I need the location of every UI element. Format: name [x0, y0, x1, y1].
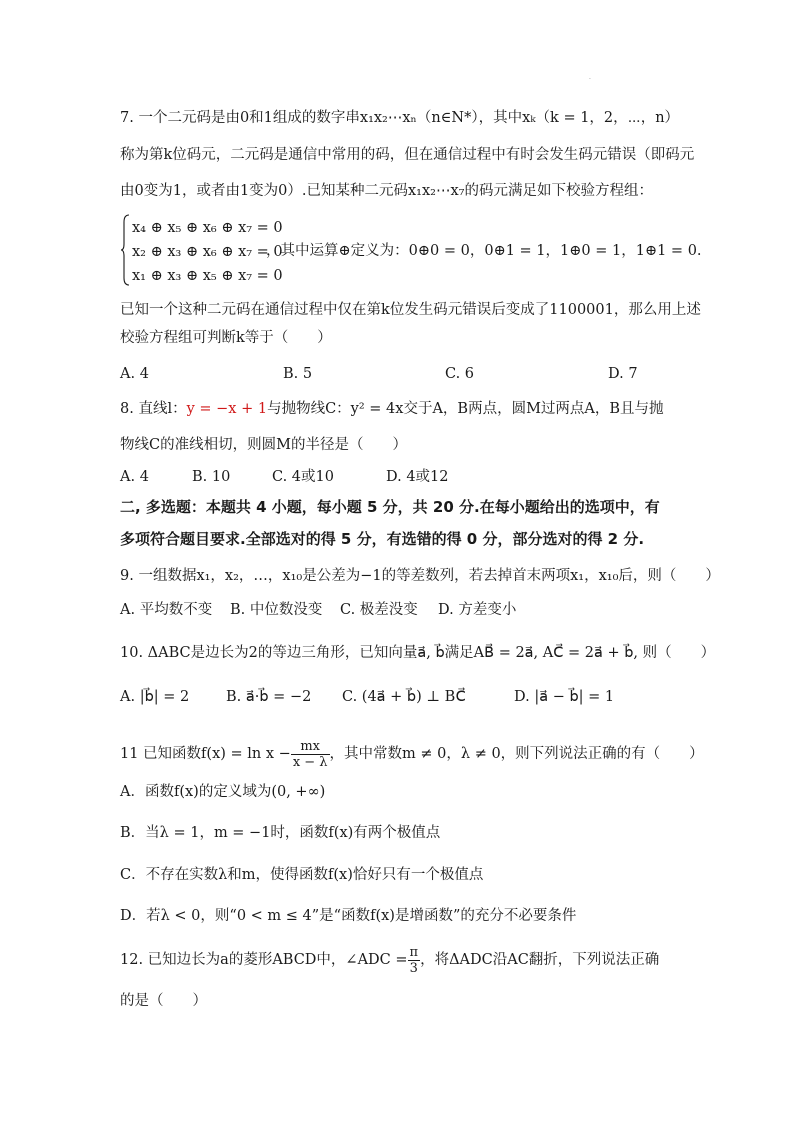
q8-line-1 [120, 399, 664, 419]
q7-option-d: D. 7 [608, 366, 638, 382]
system-brace [120, 214, 130, 286]
q8-option-d: D. 4或12 [386, 469, 449, 485]
q7-option-c: C. 6 [445, 366, 475, 382]
q8-suffix: 与抛物线C：y² = 4x交于A，B两点，圆M过两点A，B且与抛 [267, 401, 664, 417]
q10-option-a: A. |b⃗| = 2 [120, 689, 190, 705]
q9-option-b: B. 中位数没变 [230, 602, 323, 618]
q12-stem [120, 941, 659, 979]
q10-text: 10. ΔABC是边长为2的等边三角形，已知向量a⃗, b⃗满足AB⃗ = 2a⃗, AC⃗ = 2a⃗ + b⃗, 则（ ） [120, 645, 716, 661]
q8-line-2: 物线C的准线相切，则圆M的半径是（ ） [120, 437, 407, 453]
q8-line-equation: y = −x + 1 [186, 401, 268, 417]
q7-line-2: 称为第k位码元，二元码是通信中常用的码，但在通信过程中有时会发生码元错误（即码元 [120, 147, 695, 163]
q9-option-d: D. 方差变小 [438, 602, 517, 618]
section-2-heading-line-2: 多项符合题目要求.全部选对的得 5 分，有选错的得 0 分，部分选对的得 2 分. [120, 530, 645, 548]
q9-text: 9. 一组数据x₁，x₂，…，x₁₀是公差为−1的等差数列，若去掉首末两项x₁，x₁₀后，则（ ） [120, 568, 720, 584]
section-2-heading-line-1: 二, 多选题：本题共 4 小题，每小题 5 分，共 20 分.在每小题给出的选项中，有 [120, 498, 660, 516]
q12-line-2: 的是（ ） [120, 993, 207, 1009]
check-equations [132, 216, 283, 288]
q11-suffix: ，其中常数m ≠ 0，λ ≠ 0，则下列说法正确的有（ ） [329, 746, 704, 762]
page-dot-mark: · [589, 76, 591, 83]
q7-option-a: A. 4 [120, 366, 149, 382]
q12-fraction-denominator: 3 [409, 960, 418, 976]
q11-option-a: A．函数f(x)的定义域为(0, +∞) [120, 784, 326, 800]
q8-option-a: A. 4 [120, 469, 149, 485]
q11-fraction-denominator: x − λ [292, 754, 328, 770]
q7-line-4: 已知一个这种二元码在通信过程中仅在第k位发生码元错误后变成了1100001，那么用上述 [120, 302, 701, 318]
q10-options [120, 687, 680, 707]
q11-option-c: C．不存在实数λ和m，使得函数f(x)恰好只有一个极值点 [120, 867, 484, 883]
check-equation-3: x₁ ⊕ x₃ ⊕ x₅ ⊕ x₇ = 0 [132, 268, 283, 284]
q9-options [120, 600, 680, 620]
q7-options [120, 364, 680, 384]
check-equation-2: x₂ ⊕ x₃ ⊕ x₆ ⊕ x₇ = 0 [132, 244, 283, 260]
q10-option-d: D. |a⃗ − b⃗| = 1 [514, 689, 615, 705]
q12-prefix: 12. 已知边长为a的菱形ABCD中，∠ADC = [120, 952, 408, 968]
check-equation-1: x₄ ⊕ x₅ ⊕ x₆ ⊕ x₇ = 0 [132, 220, 283, 236]
q10-option-b: B. a⃗·b⃗ = −2 [226, 689, 312, 705]
q11-prefix: 11 已知函数f(x) = ln x − [120, 746, 291, 762]
q12-fraction-numerator: π [409, 944, 419, 960]
q9-option-c: C. 极差没变 [340, 602, 418, 618]
q12-fraction [408, 945, 421, 976]
q7-line-1: 7. 一个二元码是由0和1组成的数字串x₁x₂⋯xₙ（n∈N*），其中xₖ（k = 1，2，⋯，n） [120, 110, 680, 126]
q11-fraction-numerator: mx [291, 739, 330, 755]
q11-fraction [291, 739, 330, 770]
operation-definition: ，其中运算⊕定义为：0⊕0 = 0，0⊕1 = 1，1⊕0 = 1，1⊕1 = 0. [266, 243, 702, 259]
q7-line-5: 校验方程组可判断k等于（ ） [120, 330, 332, 346]
q11-option-d: D．若λ < 0，则“0 < m ≤ 4”是“函数f(x)是增函数”的充分不必要条件 [120, 908, 577, 924]
q10-option-c: C. (4a⃗ + b⃗) ⊥ BC⃗ [342, 689, 466, 705]
q8-options [120, 467, 680, 487]
q11-stem [120, 737, 704, 771]
q8-option-b: B. 10 [192, 469, 231, 485]
q12-suffix: ，将ΔADC沿AC翻折，下列说法正确 [420, 952, 660, 968]
q11-option-b: B．当λ = 1，m = −1时，函数f(x)有两个极值点 [120, 825, 441, 841]
q7-option-b: B. 5 [283, 366, 313, 382]
q7-line-3: 由0变为1，或者由1变为0）.已知某种二元码x₁x₂⋯x₇的码元满足如下校验方程组： [120, 183, 653, 199]
q8-option-c: C. 4或10 [272, 469, 334, 485]
q8-prefix: 8. 直线l： [120, 401, 187, 417]
q9-option-a: A. 平均数不变 [120, 602, 213, 618]
